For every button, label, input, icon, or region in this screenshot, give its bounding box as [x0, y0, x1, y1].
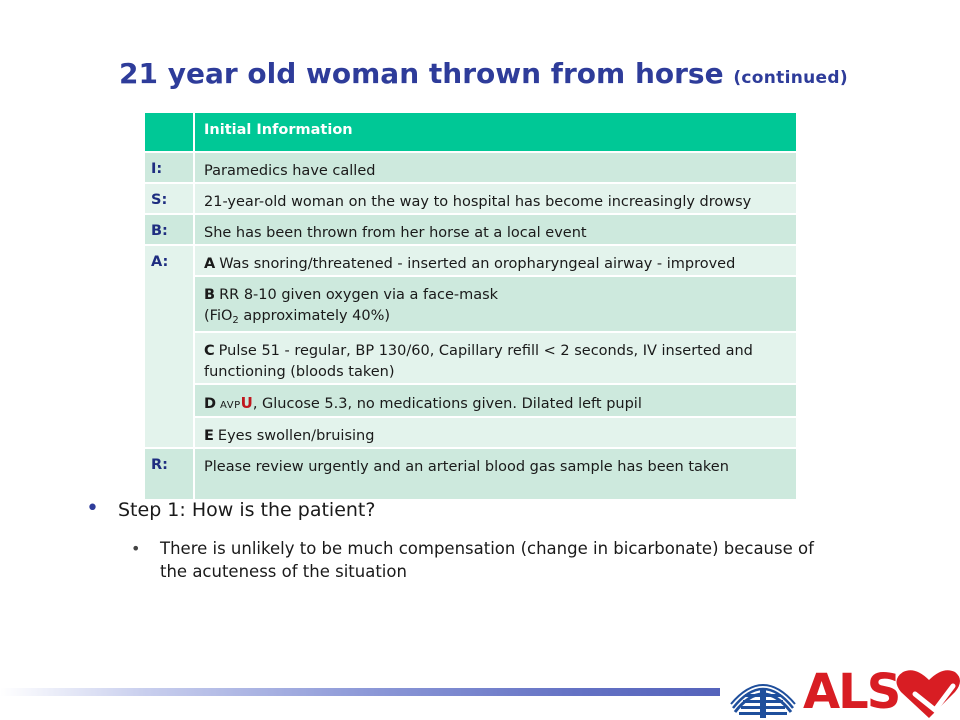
row-text-a-exposure — [194, 417, 797, 448]
slide-title — [119, 56, 919, 96]
table-header-row — [144, 112, 797, 152]
sub-bullet-dot-icon: • — [131, 539, 141, 558]
row-text-a-circulation — [194, 332, 797, 384]
title-main: 21 year old woman thrown from horse — [119, 57, 724, 90]
row-key-a: A: — [144, 245, 194, 448]
table-row-b — [144, 214, 797, 245]
breathing-line2-sub: 2 — [232, 315, 239, 326]
row-text-i: Paramedics have called — [194, 152, 797, 183]
disability-text: , Glucose 5.3, no medications given. Dilated left pupil — [252, 396, 642, 412]
globe-emblem-icon — [729, 685, 797, 718]
isbar-table — [143, 111, 798, 501]
row-key-r: R: — [144, 448, 194, 500]
abcde-letter-d: D — [204, 396, 217, 412]
table-row-a-airway — [144, 245, 797, 276]
exposure-text: Eyes swollen/bruising — [217, 428, 375, 444]
row-key-s: S: — [144, 183, 194, 214]
row-key-i: I: — [144, 152, 194, 183]
table-row-s — [144, 183, 797, 214]
breathing-line1: RR 8-10 given oxygen via a face-mask — [219, 287, 499, 303]
table-row-a-circulation — [144, 332, 797, 384]
row-text-s: 21-year-old woman on the way to hospital has become increasingly drowsy — [194, 183, 797, 214]
table-row-a-disability — [144, 384, 797, 417]
abcde-letter-e: E — [204, 428, 214, 444]
heart-icon — [896, 670, 960, 718]
row-key-b: B: — [144, 214, 194, 245]
title-suffix: (continued) — [733, 68, 848, 88]
breathing-line2-pre: (FiO — [204, 308, 233, 324]
header-cell: Initial Information — [194, 112, 797, 152]
abcde-letter-c: C — [204, 343, 215, 359]
bullet-dot-icon: • — [86, 496, 99, 521]
abcde-letter-b: B — [204, 287, 216, 303]
row-text-b: She has been thrown from her horse at a local event — [194, 214, 797, 245]
airway-text: Was snoring/threatened - inserted an oropharyngeal airway - improved — [219, 256, 736, 272]
table-row-a-exposure — [144, 417, 797, 448]
avpu-u: U — [240, 394, 253, 412]
header-key-cell — [144, 112, 194, 152]
als-logo-text: ALS — [803, 664, 900, 720]
row-text-a-disability — [194, 384, 797, 417]
row-text-a-breathing — [194, 276, 797, 332]
abcde-letter-a: A — [204, 256, 216, 272]
avpu-avp: AVP — [220, 400, 241, 411]
table-row-i — [144, 152, 797, 183]
table-row-r — [144, 448, 797, 500]
step1-text: Step 1: How is the patient? — [118, 499, 376, 521]
row-text-r: Please review urgently and an arterial blood gas sample has been taken — [194, 448, 797, 500]
row-text-a-airway — [194, 245, 797, 276]
footer-gradient-bar — [0, 688, 720, 696]
circulation-text: Pulse 51 - regular, BP 130/60, Capillary refill < 2 seconds, IV inserted and functioning (bloods taken) — [204, 343, 753, 380]
table-row-a-breathing — [144, 276, 797, 332]
sub-bullet-text: There is unlikely to be much compensation (change in bicarbonate) because of the acuteness of the situation — [160, 539, 814, 581]
breathing-line2-post: approximately 40%) — [238, 308, 391, 324]
